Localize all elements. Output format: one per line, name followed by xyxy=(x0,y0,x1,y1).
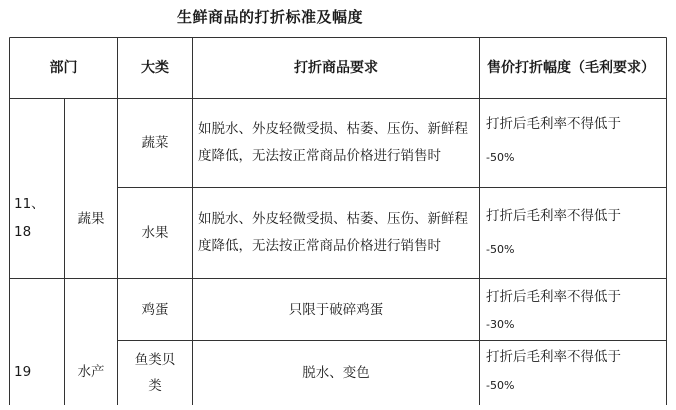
range-value-vegetables: -50% xyxy=(486,151,515,164)
range-text-eggs: 打折后毛利率不得低于 xyxy=(486,289,621,305)
range-text-fruit: 打折后毛利率不得低于 xyxy=(486,208,621,224)
header-requirement: 打折商品要求 xyxy=(294,60,378,76)
title-text: 生鲜商品的打折标准及幅度 xyxy=(176,8,363,26)
range-text-vegetables: 打折后毛利率不得低于 xyxy=(486,116,621,132)
category-fruit: 水果 xyxy=(141,225,169,241)
requirement-vegetables: 如脱水、外皮轻微受损、枯萎、压伤、新鲜程度降低，无法按正常商品价格进行销售时 xyxy=(198,121,468,164)
range-value-fruit: -50% xyxy=(486,243,515,256)
range-value-eggs: -30% xyxy=(486,318,515,331)
dept-code-aquatic: 19 xyxy=(14,364,32,380)
category-eggs: 鸡蛋 xyxy=(141,301,169,318)
header-category: 大类 xyxy=(141,60,169,76)
requirement-eggs: 只限于破碎鸡蛋 xyxy=(288,301,384,318)
requirement-fruit: 如脱水、外皮轻微受损、枯萎、压伤、新鲜程度降低，无法按正常商品价格进行销售时 xyxy=(198,211,468,254)
range-value-fish-shellfish: -50% xyxy=(486,379,515,392)
category-vegetables: 蔬菜 xyxy=(141,135,169,151)
dept-name-produce: 蔬果 xyxy=(77,211,105,227)
header-dept: 部门 xyxy=(49,60,78,76)
requirement-fish-shellfish: 脱水、变色 xyxy=(302,365,370,381)
category-fish-shellfish: 鱼类贝类 xyxy=(134,352,176,394)
dept-code-produce: 11、18 xyxy=(14,196,45,240)
header-range: 售价打折幅度（毛利要求） xyxy=(487,60,655,76)
dept-name-aquatic: 水产 xyxy=(77,364,105,380)
range-text-fish-shellfish: 打折后毛利率不得低于 xyxy=(486,349,621,365)
